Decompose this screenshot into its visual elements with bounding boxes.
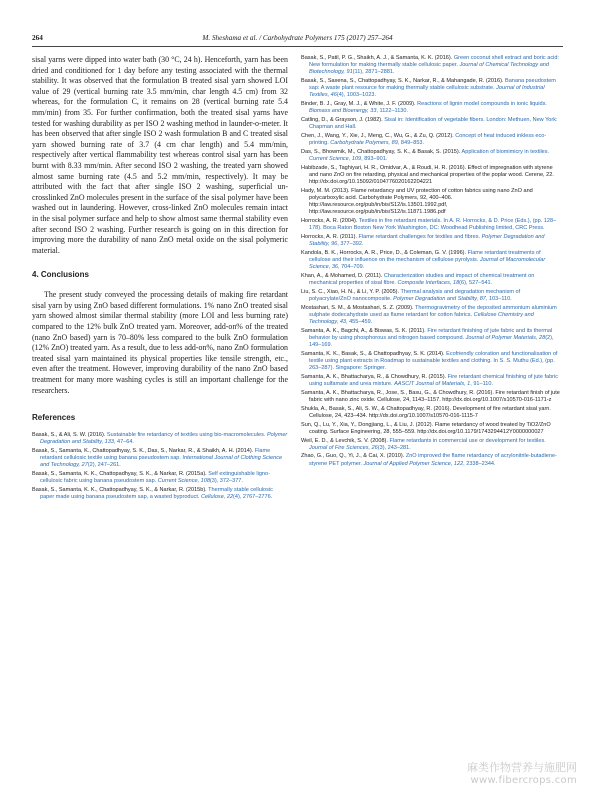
reference-authors: Zhao, G., Guo, Q., Yi, J., & Cai, X. (2010). — [301, 453, 406, 460]
reference-title: Textiles in fire retardant materials. In A. R. Horrocks, & D. Price (Eds.), (pp. 128–178). Boca Raton Boston New York Washington, DC: Woodhead Publishing limited, CRC Press. — [309, 218, 557, 232]
reference-item — [301, 117, 563, 131]
reference-item — [301, 55, 563, 76]
reference-pages: (4), 1003–1023. — [336, 92, 377, 99]
reference-authors: Weil, E. D., & Levchik, S. V. (2008). — [301, 437, 390, 444]
reference-journal: Carbohydrate Polymers, 89 — [330, 140, 398, 147]
reference-item — [301, 149, 563, 163]
reference-pages: , 849–853. — [397, 140, 425, 147]
reference-pages: , 103–110. — [485, 295, 512, 302]
right-column — [301, 55, 563, 469]
reference-item — [301, 78, 563, 99]
reference-pages: , 1122–1130. — [376, 108, 409, 115]
reference-title: Fire retardant finishing of jute fabric and its thermal behavior by using phosphorous and nitrogen based compound. — [309, 327, 553, 341]
reference-pages: (3), 372–377. — [209, 478, 243, 485]
reference-authors: Horrocks, A. R. (2004). — [301, 218, 359, 225]
reference-title: Thermally stable cellulosic paper made using banana pseudostem sap, a wasted byproduct. — [40, 487, 273, 501]
reference-pages: (11), 2871–2881. — [352, 69, 395, 76]
reference-item — [32, 432, 288, 446]
reference-item — [301, 273, 563, 287]
reference-item — [301, 438, 563, 452]
reference-item — [301, 390, 563, 404]
reference-title: Sisal in: Identification of vegetable fibers — [384, 117, 484, 124]
reference-authors: Kandola, B. K., Horrocks, A. R., Price, D., & Coleman, G. V. (1996). — [301, 249, 468, 256]
reference-journal: Cellulose Chemistry and Technology, 43 — [309, 311, 534, 326]
reference-authors: Das, S., Bhowmik, M., Chattopadhyay, S. K., & Basak, S. (2015). — [301, 148, 462, 155]
watermark-site-name: 麻类作物营养与施肥网 — [467, 761, 577, 774]
reference-authors: Khan, A., & Mohamed, D. (2011). — [301, 272, 384, 279]
running-header — [32, 34, 563, 47]
reference-authors: Chen, J., Wang, Y., Xie, J., Meng, C., Wu, G., & Zu, Q. (2012). — [301, 132, 456, 139]
reference-journal: Composite Interfaces, 18 — [397, 280, 460, 287]
reference-title: Flame retardants in commercial use or development for textiles. — [389, 437, 546, 444]
reference-pages: (4), 2767–2776. — [233, 494, 273, 501]
reference-authors: Basak, S., Samanta, K., Chattopadhyay, S. K., Das, S., Narkar, R., & Shaikh, A. H. (2014). — [32, 448, 255, 455]
reference-journal: Polymer Degradation and Stability, 133 — [40, 432, 288, 446]
reference-authors: Samanta, A. K., Bhattacharya, R., & Chowdhury, R. (2015). — [301, 373, 448, 380]
reference-journal: Journal of Applied Polymer Science, 122 — [363, 460, 464, 467]
reference-item — [32, 487, 288, 501]
reference-list-left — [32, 432, 288, 501]
reference-authors: Sun, Q., Lu, Y., Xia, Y., Dongjiang, L., & Liu, J. (2012). Flame retardancy of wood treated by TiO2/ZnO coating. Surface Engineering, 28, 555–559. http://dx.doi.org/10.1179/1743294412Y0000000027 — [301, 421, 551, 435]
reference-authors: Habibzade, S., Taghiyari, H. R., Omidvar, A., & Roudi, H. R. (2016). Effect of impregnation with styrene and nano ZnO on fire retarding, physical and mechanical properties of the poplar wood. Cerene, 22. http://dx.doi.org/10.15092/0104776020162204221 — [301, 164, 554, 186]
reference-journal: AASCIT Journal of Materials, 1 — [394, 381, 471, 388]
reference-journal: Biomass and Bioenergy, 33 — [309, 108, 377, 115]
reference-item — [301, 422, 563, 436]
reference-pages: (3), 243–281. — [377, 444, 411, 451]
reference-item — [301, 250, 563, 271]
reference-authors: Liu, S. C., Xiao, H. N., & Li, Y. P. (2005). — [301, 288, 401, 295]
reference-title: Sustainable fire retardancy of textiles using bio-macromolecules. — [106, 432, 267, 439]
reference-authors: Horrocks, A. R. (2011). — [301, 233, 359, 240]
reference-item — [301, 289, 563, 303]
reference-title: Flame retardant treatments of cellulose and their influence on the mechanism of cellulose pyrolysis. — [309, 249, 541, 263]
reference-authors: Catling, D., & Grayson, J. (1982). — [301, 117, 385, 124]
reference-title: Ecofriendly coloration and functionalisation of textile using plant extracts in Roadmap to sustainable textiles and clothing. In S. S. Muthu (Ed.), (pp. 263–287). Singapore: Springer. — [309, 350, 558, 372]
reference-title: Concept of heat induced inkless eco-printing. — [309, 132, 547, 147]
reference-journal: International Journal of Clothing Science and Technology, 27 — [40, 455, 283, 469]
conclusions-text: The present study conveyed the processing details of making fire retardant sisal yarn by using ZnO based different formulations. 1% nano ZnO treated sisal yarn showed almost similar thermal stability (more LOI and less burning rate) compared to the 12% bulk ZnO treated yarn. Moreover, add-on% of the treated (nano ZnO based) yarn is 70–80% less compared to the bulk ZnO formulation (12% ZnO) treated yarn. As a result, due to less add-on%, nano ZnO formulation treated sisal yarn maintained its physical properties like tensile strength, etc., even after the treatment. However, improving durability of the nano ZnO based treatment for many more washing cycles is still an important challenge for the researchers. — [32, 290, 288, 395]
body-paragraph: sisal yarns were dipped into water bath (30 °C, 24 h). Henceforth, yarn has been dried and conditioned for 1 day before any testing associated with the thermal stability. It was observed that the formulation B treated sisal yarn showed LOI value of 29 (vertical burning rate 3.5 mm/min, char length 4.5 cm) from 32 whereas, for the formulation C, it remains on 28 (vertical burning rate 5.4 mm/min) from 35. For further confirmation, both the treated sisal yarns have tested for washing durability as per ISO 2 washing method in launder-o-meter. It has been observed that after single ISO 2 wash formulation B and C treated sisal yarn showed burning rate of 3.7 (4 cm char length) and 5.4 mm/min, respectively after vertical flammability test whereas control sisal yarn has been burnt with 8.33 mm/min. After second ISO 2 washing, the treated yarn showed almost same burning rate (4.5 and 5.2 mm/min, respectively). It may be attributed with the fact that after single ISO 2 washing, superficial un-crosslinked ZnO molecules present in the surface of the sisal polymer have been washed out in laundering. However, cross-linked ZnO molecules remain intact in the sisal polymer surface and help to show almost same thermal stability even after second ISO 2 washing. Further research is going on in this direction for improving more the durability of nano ZnO metal oxide on the sisal polymeric material. — [32, 55, 288, 255]
reference-journal: Cellulose, 22 — [200, 494, 234, 501]
reference-authors: Hady, M. M. (2013). Flame retardancy and UV protection of cotton fabrics using nano ZnO and polycarboxylic acid. Carbohydrate Polymers, 92, 400–406. http://law.resource.org/pub/in/bis/S12/is.13501.1992.pdf, http://law.resource.org/pub/in/bis/S12/is.11871.1986.pdf — [301, 187, 533, 216]
reference-pages: , 91–110. — [470, 381, 493, 388]
watermark-url: www.fibercrops.com — [470, 775, 577, 786]
reference-pages: , 47–64. — [113, 439, 134, 446]
reference-item — [301, 101, 563, 115]
reference-journal: Polymer Degradation and Stability, 87 — [393, 295, 486, 302]
left-column — [32, 55, 288, 503]
watermark — [467, 759, 577, 786]
reference-authors: Basak, S., Patil, P. G., Shaikh, A. J., & Samanta, K. K. (2016). — [301, 55, 454, 61]
reference-title: ZnO improved the flame retardancy of acrylonitrile-butadiene-styrene PET polymer. — [309, 453, 557, 467]
reference-pages: , 2338–2344. — [463, 460, 496, 467]
reference-title: Banana pseudostem sap: A waste plant resource for making thermally stable cellulosic substrate. — [309, 78, 556, 92]
reference-item — [301, 133, 563, 147]
reference-item — [32, 448, 288, 469]
reference-journal: Current Science, 109 — [309, 156, 362, 162]
reference-pages: (6), 527–541. — [459, 280, 493, 287]
reference-pages: , 704–709. — [338, 264, 365, 271]
reference-title: Self extinguishable ligno-cellulosic fabric using banana pseudostem sap. — [40, 471, 270, 485]
reference-authors: Samanta, A. K., Bagchi, A., & Biswas, S. K. (2011). — [301, 327, 428, 334]
reference-pages: , 455–459. — [346, 319, 373, 326]
reference-title: Thermal analysis and degradation mechanism of polyacrylate/ZnO nanocomposite. — [309, 288, 521, 302]
reference-item — [301, 351, 563, 372]
reference-journal: Journal of Industrial Textiles, 46 — [309, 85, 545, 99]
reference-item — [301, 188, 563, 217]
reference-list-right — [301, 55, 563, 468]
reference-title: Flame retardant cellulosic textile using banana pseudostem sap. — [40, 448, 271, 462]
page-number: 264 — [32, 34, 43, 42]
reference-authors: Basak, S., & Ali, S. W. (2016). — [32, 432, 107, 439]
reference-journal: Journal of Fire Sciences, 26 — [309, 444, 378, 451]
reference-title: Characterization studies and impact of chemical treatment on mechanical properties of sisal fibre. — [309, 272, 535, 287]
reference-authors: Shukla, A., Basak, S., Ali, S. W., & Chattopadhyay, R. (2016). Development of fire retardant sisal yarn. Cellulose, 24, 423–434. http://dx.doi.org/10.1007/s10570-016-1115-7 — [301, 405, 551, 419]
reference-item — [301, 234, 563, 248]
reference-journal: Current Science, 108 — [157, 478, 210, 485]
reference-journal: Polymer Degradation and Stability, 96 — [309, 233, 545, 248]
reference-title: Application of biomimicry in textiles. — [461, 148, 550, 155]
reference-item — [301, 453, 563, 467]
reference-pages: , 377–392. — [337, 241, 364, 248]
reference-item — [301, 406, 563, 420]
reference-authors: Basak, S., Samanta, K. K., Chattopadhyay, S. K., & Narkar, R. (2015a). — [32, 471, 209, 478]
reference-title: Flame retardant challenges for textiles and fibres. — [358, 233, 482, 240]
reference-authors: Binder, B. J., Gray, M. J., & White, J. F. (2009). — [301, 101, 418, 108]
reference-authors: Mostashari, S. M., & Mostashari, S. Z. (2009). — [301, 304, 415, 311]
reference-title: Green coconut shell extract and boric acid: New formulation for making thermally stable cellulosic paper. — [309, 55, 559, 69]
reference-pages: (2), 247–261. — [87, 462, 121, 469]
reference-pages: (2), 149–169. — [309, 334, 554, 349]
reference-authors: Samanta, K. K., Basak, S., & Chattopadhyay, S. K. (2014). — [301, 350, 447, 357]
reference-journal: Journal of Polymer Materials, 28 — [465, 334, 546, 341]
references-heading: References — [32, 413, 76, 423]
reference-authors: Basak, S., Saxena, S., Chattopadhyay, S. K., Narkar, R., & Mahangade, R. (2016). — [301, 78, 506, 85]
journal-citation: M. Sheshama et al. / Carbohydrate Polymers 175 (2017) 257–264 — [202, 34, 393, 42]
reference-title: Thermogravimetry of the deposited ammonium aluminium sulphate dodecahydrate used as flame retardant for cotton fabrics. — [309, 304, 557, 318]
reference-authors: Samanta, A. K., Bhattacharya, R., Jose, S., Basu, G., & Chowdhury, R. (2016). Fire retardant finish of jute fabric with nano zinc oxide. Cellulose, 24, 1143–1157. http://dx.doi.org/10.1007/s10570-016-1171-z — [301, 389, 560, 403]
reference-item — [32, 471, 288, 485]
reference-item — [301, 305, 563, 326]
reference-pages: , 893–901. — [361, 156, 388, 162]
reference-title: Reactions of lignin model compounds in ionic liquids. — [417, 101, 547, 108]
reference-title: Fire retardant chemical finishing of jute fabric using sulfamate and urea mixture. — [309, 373, 559, 388]
conclusions-heading: 4. Conclusions — [32, 270, 89, 280]
reference-item — [301, 218, 563, 232]
reference-item — [301, 165, 563, 186]
reference-pages: . London: Methuen, New York: Chapman and Hall. — [309, 117, 558, 131]
reference-authors: Basak, S., Samanta, K. K., Chattopadhyay, S. K., & Narkar, R. (2015b). — [32, 487, 209, 494]
reference-journal: Journal of Chemical Technology and Biotechnology, 91 — [309, 62, 549, 76]
reference-journal: Journal of Macromolecular Science, 36 — [309, 257, 546, 271]
reference-item — [301, 328, 563, 349]
reference-item — [301, 374, 563, 388]
